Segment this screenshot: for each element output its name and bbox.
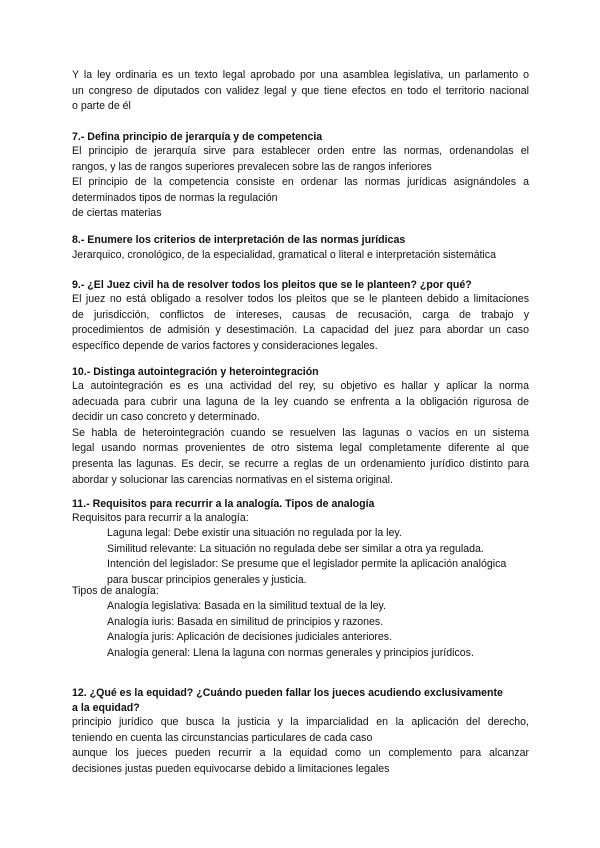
text-line: o parte de él	[72, 100, 131, 113]
question-8-answer	[72, 248, 529, 264]
list-item: Analogía iuris: Basada en similitud de principios y razones.	[107, 615, 384, 628]
question-7-answer	[72, 144, 529, 222]
question-7-heading: 7.- Defina principio de jerarquía y de competencia	[72, 131, 323, 143]
list-item: Analogía juris: Aplicación de decisiones judiciales anteriores.	[107, 631, 393, 644]
text-line: Jerarquico, cronológico, de la especialidad, gramatical o literal e interpretación sistemática	[72, 249, 496, 261]
text-line: legal usando normas provenientes de otro sistema legal completamente diferente al que	[72, 442, 529, 455]
text-line: La autointegración es es una actividad del rey, su objetivo es hallar y aplicar la norma	[72, 380, 529, 392]
analogy-types-heading	[72, 584, 529, 600]
intro-paragraph	[72, 68, 529, 115]
list-item: Laguna legal: Debe existir una situación no regulada por la ley.	[107, 527, 402, 539]
text-line: decidir un caso concreto y determinado.	[72, 411, 260, 424]
analogy-requirements-heading	[72, 511, 529, 527]
question-9-answer	[72, 292, 529, 354]
heading-line: a la equidad?	[72, 702, 140, 714]
text-line: El juez no está obligado a resolver todos los pleitos que se le planteen debido a limitaciones	[72, 293, 529, 305]
text-line: presenta las lagunas. Es decir, se recurre a reglas de un ordenamiento jurídico distinto para	[72, 457, 529, 470]
text-line: abordar y solucionar las carencias normativas en el sistema original.	[72, 473, 393, 486]
question-10-heading: 10.- Distinga autointegración y heterointegración	[72, 366, 319, 378]
question-11-heading: 11.- Requisitos para recurrir a la analogía. Tipos de analogía	[72, 498, 375, 510]
text-line: Tipos de analogía:	[72, 585, 159, 597]
heading-line: 12. ¿Qué es la equidad? ¿Cuándo pueden fallar los jueces acudiendo exclusivamente	[72, 687, 503, 699]
text-line: procedimientos de admisión y desestimación. La capacidad del juez para abordar un caso	[72, 324, 529, 337]
text-line: Requisitos para recurrir a la analogía:	[72, 512, 249, 524]
list-item: Intención del legislador: Se presume que el legislador permite la aplicación analógica	[107, 558, 507, 571]
text-line: específico depende de varios factores y consideraciones legales.	[72, 339, 378, 352]
analogy-types-list	[107, 599, 532, 661]
list-item: para buscar principios generales y justicia.	[107, 573, 307, 586]
text-line: aunque los jueces pueden recurrir a la equidad como un complemento para alcanzar	[72, 747, 529, 760]
list-item: Similitud relevante: La situación no regulada debe ser similar a otra ya regulada.	[107, 542, 484, 555]
question-9-heading: 9.- ¿El Juez civil ha de resolver todos los pleitos que se le planteen? ¿por qué?	[72, 279, 472, 291]
text-line: de jurisdicción, conflictos de intereses, causas de recusación, carga de trabajo y	[72, 308, 529, 321]
list-item: Analogía legislativa: Basada en la similitud textual de la ley.	[107, 600, 386, 612]
text-line: un congreso de diputados con validez legal y que tiene efectos en todo el territorio nacional	[72, 84, 529, 97]
text-line: determinados tipos de normas la regulación	[72, 191, 278, 204]
question-10-answer	[72, 379, 529, 488]
text-line: principio jurídico que busca la justicia y la imparcialidad en la aplicación del derecho,	[72, 716, 529, 728]
analogy-requirements-list	[107, 526, 532, 588]
text-line: El principio de jerarquía sirve para establecer orden entre las normas, ordenandolas el	[72, 145, 529, 157]
text-line: Se habla de heterointegración cuando se resuelven las lagunas o vacíos en un sistema	[72, 426, 529, 439]
question-12-heading	[72, 686, 532, 716]
list-item: Analogía general: Llena la laguna con normas generales y principios jurídicos.	[107, 646, 474, 659]
text-line: Y la ley ordinaria es un texto legal aprobado por una asamblea legislativa, un parlamento o	[72, 69, 529, 81]
text-line: de ciertas materias	[72, 207, 162, 220]
text-line: El principio de la competencia consiste en ordenar las normas jurídicas asignándoles a	[72, 176, 529, 189]
text-line: decisiones justas pueden equivocarse debido a limitaciones legales	[72, 762, 390, 775]
question-8-heading: 8.- Enumere los criterios de interpretación de las normas jurídicas	[72, 234, 406, 246]
text-line: adecuada para cubrir una laguna de la ley cuando se enfrenta a la obligación rigurosa de	[72, 395, 529, 408]
text-line: teniendo en cuenta las circunstancias particulares de cada caso	[72, 731, 373, 744]
text-line: rangos, y las de rangos superiores prevalecen sobre las de rangos inferiores	[72, 160, 432, 173]
question-12-answer	[72, 715, 529, 777]
